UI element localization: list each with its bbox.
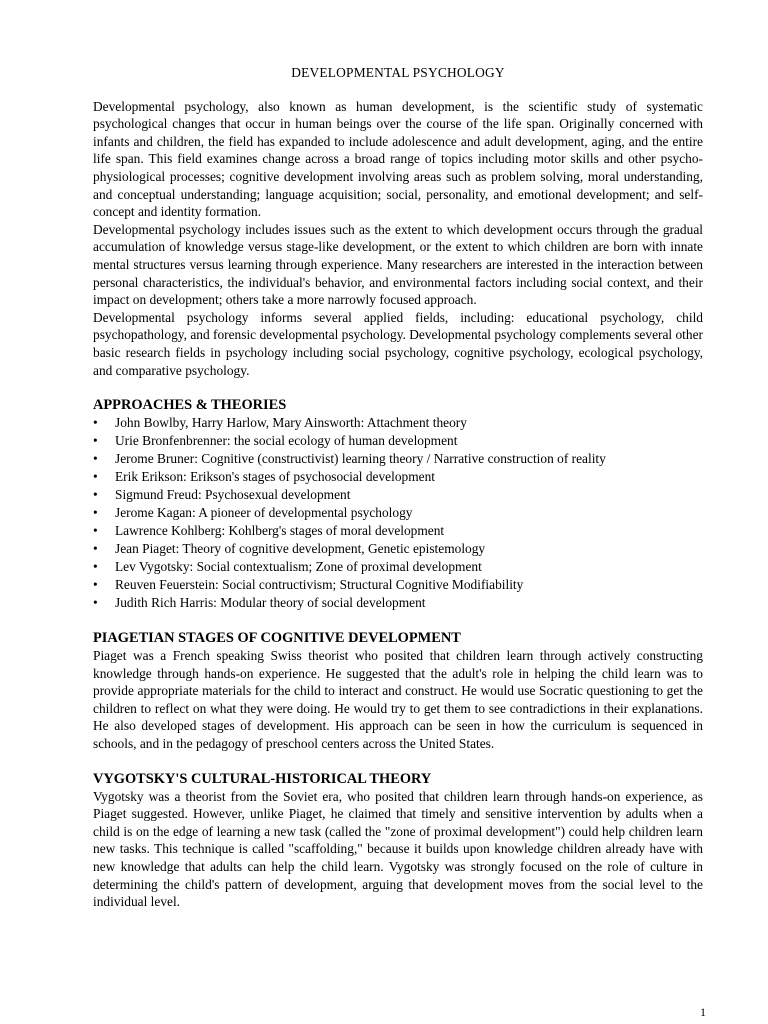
bullet-icon: • (93, 523, 98, 539)
bullet-icon: • (93, 505, 98, 521)
list-item: • Urie Bronfenbrenner: the social ecology of human development (93, 433, 458, 449)
document-title: DEVELOPMENTAL PSYCHOLOGY (291, 65, 505, 80)
bullet-icon: • (93, 415, 98, 431)
list-item: • Erik Erikson: Erikson's stages of psychosocial development (93, 469, 436, 485)
intro-paragraph-3: Developmental psychology informs several applied fields, including: educational psychology, child psychopathology, and forensic developmental psychology. Developmental psychology complements several other basic research fields in psychology including social psychology, cognitive psychology, ecological psychology, and comparative psychology. (93, 309, 703, 378)
bullet-icon: • (93, 487, 98, 503)
list-item: • John Bowlby, Harry Harlow, Mary Ainsworth: Attachment theory (93, 415, 467, 431)
vygotsky-heading: VYGOTSKY'S CULTURAL-HISTORICAL THEORY (93, 770, 432, 787)
list-item: • Sigmund Freud: Psychosexual development (93, 487, 351, 503)
approaches-heading: APPROACHES & THEORIES (93, 397, 287, 414)
list-item: • Jerome Kagan: A pioneer of developmental psychology (93, 505, 413, 521)
bullet-icon: • (93, 577, 98, 593)
list-item: • Lawrence Kohlberg: Kohlberg's stages of moral development (93, 523, 445, 539)
piagetian-heading: PIAGETIAN STAGES OF COGNITIVE DEVELOPMENT (93, 630, 461, 647)
page-number: 1 (700, 1005, 706, 1019)
list-item: • Lev Vygotsky: Social contextualism; Zone of proximal development (93, 559, 482, 575)
list-item: • Jerome Bruner: Cognitive (constructivist) learning theory / Narrative construction of reality (93, 451, 606, 467)
bullet-icon: • (93, 469, 98, 485)
bullet-icon: • (93, 595, 98, 611)
bullet-icon: • (93, 559, 98, 575)
bullet-icon: • (93, 451, 98, 467)
intro-paragraph-1: Developmental psychology, also known as human development, is the scientific study of systematic psychological changes that occur in human beings over the course of the life span. Originally concerned with infants and children, the field has expanded to include adolescence and adult development, aging, and the entire life span. This field examines change across a broad range of topics including motor skills and other psycho-physiological processes; cognitive development involving areas such as problem solving, moral understanding, and conceptual understanding; language acquisition; social, personality, and emotional development; and self-concept and identity formation. (93, 98, 703, 220)
bullet-icon: • (93, 433, 98, 449)
list-item: • Reuven Feuerstein: Social contructivism; Structural Cognitive Modifiability (93, 577, 524, 593)
list-item: • Jean Piaget: Theory of cognitive development, Genetic epistemology (93, 541, 486, 557)
piagetian-paragraph: Piaget was a French speaking Swiss theorist who posited that children learn through actively constructing knowledge through hands-on experience. He suggested that the adult's role in helping the child learn was to provide appropriate materials for the child to interact and construct. He would use Socratic questioning to get the children to reflect on what they were doing. He would try to get them to see contradictions in their explanations. He also developed stages of development. His approach can be seen in how the curriculum is sequenced in schools, and in the pedagogy of preschool centers across the United States. (93, 648, 703, 752)
document-body (93, 64, 703, 911)
vygotsky-paragraph: Vygotsky was a theorist from the Soviet era, who posited that children learn through hands-on experience, as Piaget suggested. However, unlike Piaget, he claimed that timely and sensitive intervention by adults when a child is on the edge of learning a new task (called the "zone of proximal development") could help children learn new tasks. This technique is called "scaffolding," because it builds upon knowledge children already have with new knowledge that adults can help the child learn. Vygotsky was strongly focused on the role of culture in determining the child's pattern of development, arguing that development moves from the social level to the individual level. (93, 788, 703, 910)
intro-paragraph-2: Developmental psychology includes issues such as the extent to which development occurs through the gradual accumulation of knowledge versus stage-like development, or the extent to which children are born with innate mental structures versus learning through experience. Many researchers are interested in the interaction between personal characteristics, the individual's behavior, and environmental factors including social context, and their impact on development; others take a more narrowly focused approach. (93, 221, 703, 308)
list-item: • Judith Rich Harris: Modular theory of social development (93, 595, 426, 611)
approaches-list (93, 414, 703, 612)
bullet-icon: • (93, 541, 98, 557)
